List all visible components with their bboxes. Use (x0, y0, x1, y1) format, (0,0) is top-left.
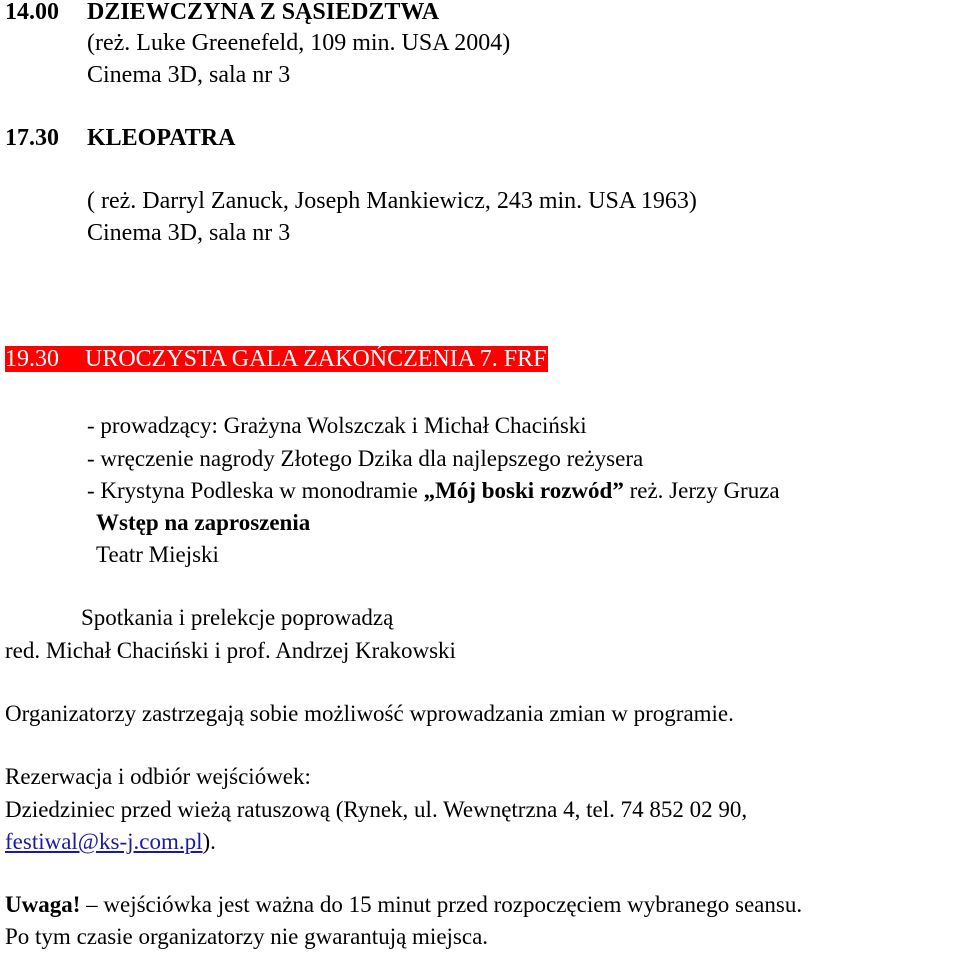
reservation-heading: Rezerwacja i odbiór wejściówek: (5, 764, 311, 789)
note-label: Uwaga! (5, 892, 81, 917)
email-suffix: ). (202, 829, 216, 854)
screening-details: (reż. Luke Greenefeld, 109 min. USA 2004) (87, 30, 511, 56)
screening-venue: Cinema 3D, sala nr 3 (87, 62, 291, 88)
gala-item-award: - wręczenie nagrody Złotego Dzika dla najlepszego reżysera (87, 446, 644, 471)
email-link[interactable]: festiwal@ks-j.com.pl (5, 829, 203, 854)
reservation-contact (5, 827, 216, 857)
gala-item-host: - prowadzący: Grażyna Wolszczak i Michał Chaciński (87, 413, 587, 438)
screening-time: 14.00 (5, 0, 59, 25)
gala-highlight (5, 346, 548, 372)
disclaimer: Organizatorzy zastrzegają sobie możliwość wprowadzania zmian w programie. (5, 701, 734, 726)
lectures-line-2: red. Michał Chaciński i prof. Andrzej Krakowski (5, 638, 456, 663)
screening-title: DZIEWCZYNA Z SĄSIEDZTWA (87, 0, 440, 25)
gala-entry: Wstęp na zaproszenia (96, 510, 311, 535)
screening-1-heading (5, 0, 439, 27)
screening-details: ( reż. Darryl Zanuck, Joseph Mankiewicz, 243 min. USA 1963) (87, 188, 697, 214)
gala-heading (5, 344, 548, 374)
gala-venue: Teatr Miejski (96, 542, 219, 567)
reservation-address: Dziedziniec przed wieżą ratuszową (Rynek, ul. Wewnętrzna 4, tel. 74 852 02 90, (5, 797, 748, 822)
screening-time: 17.30 (5, 125, 59, 151)
screening-title: KLEOPATRA (87, 125, 236, 151)
screening-venue: Cinema 3D, sala nr 3 (87, 220, 291, 246)
note-line-1 (5, 890, 802, 920)
lectures-line-1: Spotkania i prelekcje poprowadzą (81, 605, 394, 630)
note-text: – wejściówka jest ważna do 15 minut przed rozpoczęciem wybranego seansu. (80, 892, 803, 917)
monodrama-prefix: - Krystyna Podleska w monodramie (87, 478, 424, 503)
gala-time: 19.30 (5, 346, 59, 372)
note-line-2: Po tym czasie organizatorzy nie gwarantują miejsca. (5, 924, 489, 949)
gala-item-monodrama (87, 476, 780, 506)
monodrama-title: „Mój boski rozwód” (423, 478, 624, 503)
screening-2-heading (5, 123, 235, 153)
gala-title: UROCZYSTA GALA ZAKOŃCZENIA 7. FRF (85, 346, 547, 372)
monodrama-suffix: reż. Jerzy Gruza (623, 478, 780, 503)
